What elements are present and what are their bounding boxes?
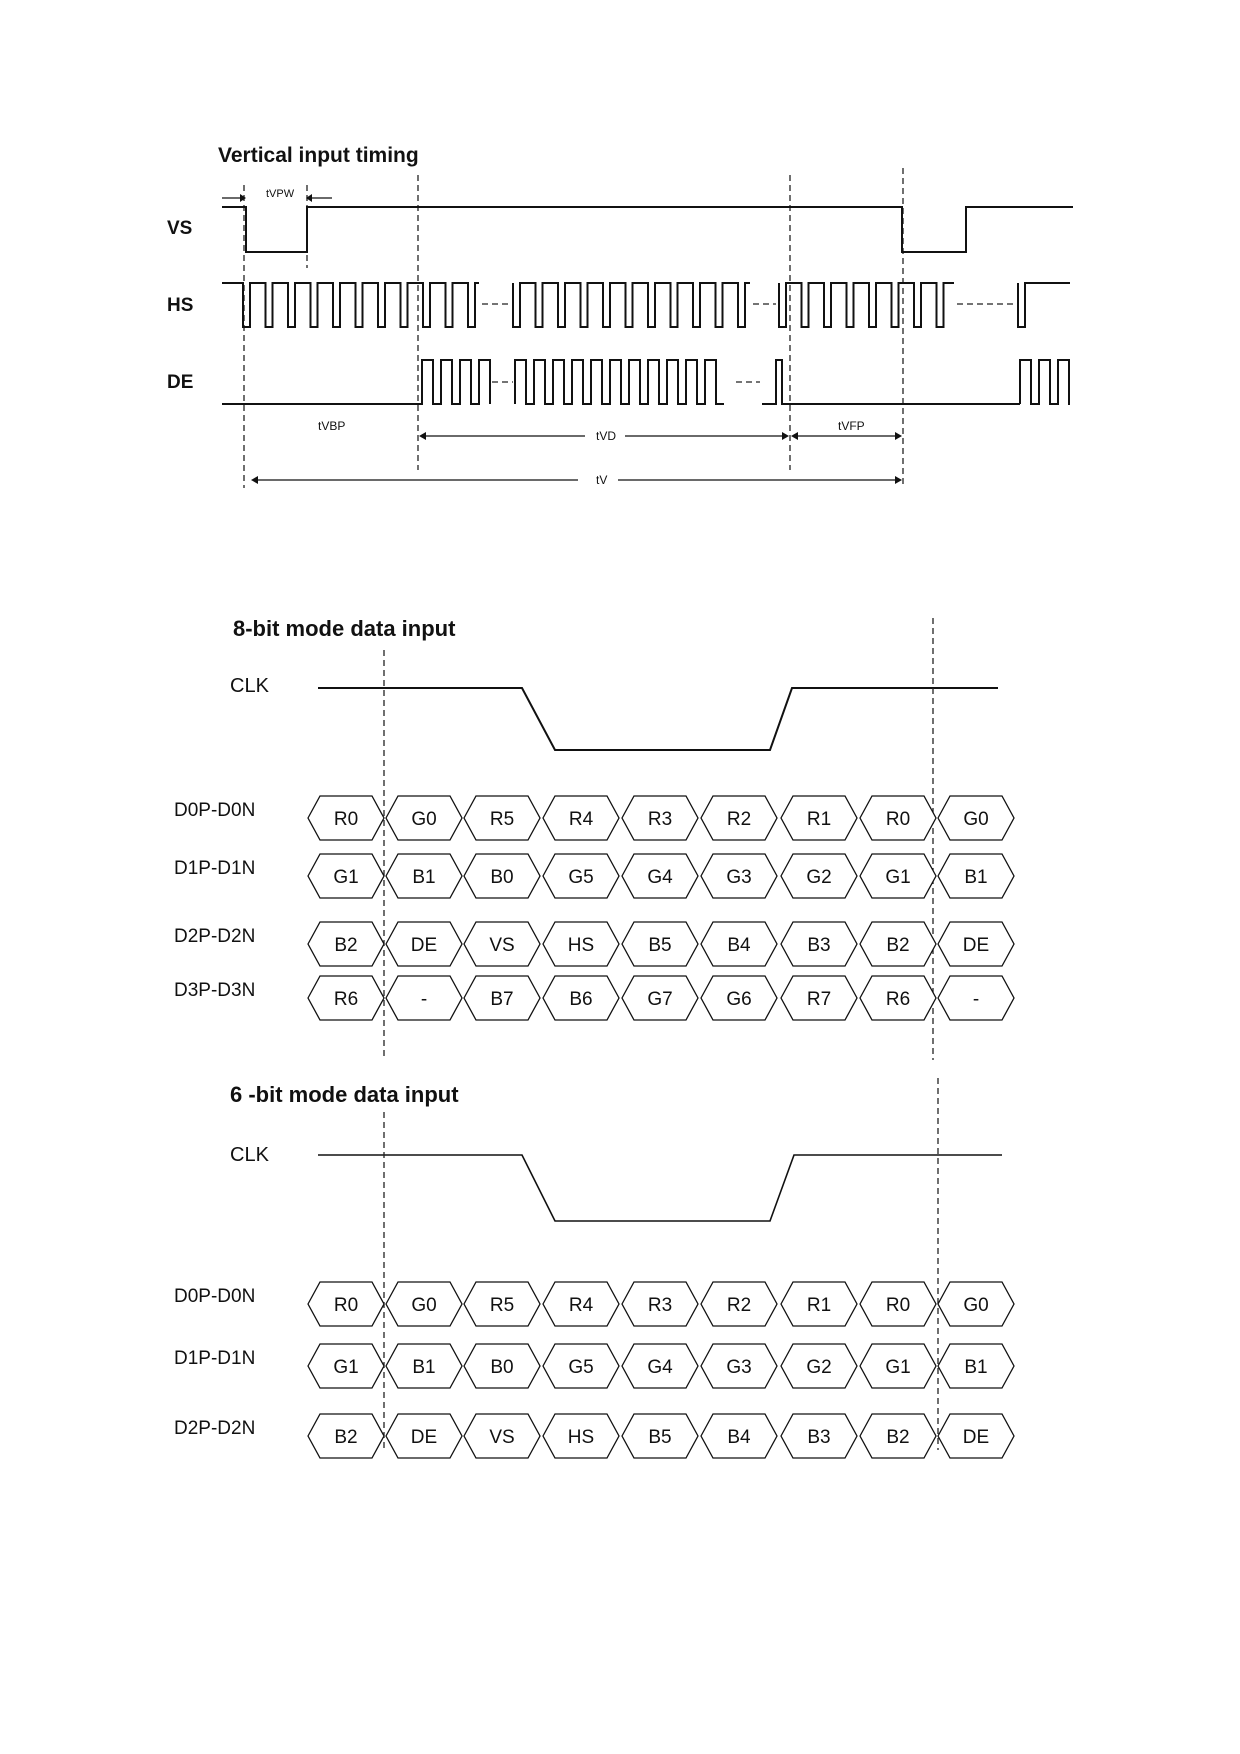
mode8-bus-cell-label: VS — [489, 935, 515, 956]
mode8-lane-label: D0P-D0N — [174, 800, 256, 821]
mode6-lane-label: D0P-D0N — [174, 1286, 256, 1307]
mode6-lanes — [174, 1282, 1014, 1458]
mode6-bus-cell-label: B1 — [964, 1357, 988, 1378]
mode8-bus-cell-label: R1 — [806, 809, 832, 830]
mode6-bus-cell-label: G5 — [568, 1357, 594, 1378]
mode8-bus-cell-label: HS — [567, 935, 595, 956]
de-waveform — [222, 360, 1070, 404]
mode8-bus-cell-label: G3 — [726, 867, 752, 888]
mode8-bus-cell-label: G0 — [963, 809, 989, 830]
mode6-bus-cell-label: B4 — [727, 1427, 751, 1448]
mode8-bus-cell-label: R5 — [489, 809, 515, 830]
mode6-bus-cell-label: R2 — [726, 1295, 752, 1316]
mode8-bus-cell-label: B5 — [648, 935, 672, 956]
mode8-bus-cell-label: R2 — [726, 809, 752, 830]
mode6-bus-cell-label: G1 — [333, 1357, 359, 1378]
mode6-lane-label: D1P-D1N — [174, 1348, 256, 1369]
mode8-bus-cell-label: B2 — [886, 935, 910, 956]
mode6-bus-cell-label: R0 — [333, 1295, 359, 1316]
mode8-bus-cell-label: G1 — [885, 867, 911, 888]
hs-waveform — [222, 283, 1070, 327]
mode6-bus-cell-label: B5 — [648, 1427, 672, 1448]
mode6-bus-cell-label: R5 — [489, 1295, 515, 1316]
mode8-bus-cell-label: B1 — [964, 867, 988, 888]
mode8-clk-waveform — [318, 688, 998, 750]
mode8-lane-label: D1P-D1N — [174, 858, 256, 879]
vertical-timing-title: Vertical input timing — [218, 144, 419, 167]
mode8-bus-cell-label: - — [972, 989, 980, 1010]
mode6-bus-cell-label: R1 — [806, 1295, 832, 1316]
mode6-bus-cell-label: R3 — [647, 1295, 673, 1316]
mode8-bus-cell-label: R7 — [806, 989, 832, 1010]
mode6-bus-cell-label: G1 — [885, 1357, 911, 1378]
de-blank-line — [762, 360, 1020, 404]
mode6-bus-cell-label: HS — [567, 1427, 595, 1448]
mode8-bus-cell-label: B3 — [807, 935, 831, 956]
mode6-bus-cell-label: B1 — [412, 1357, 436, 1378]
mode8-title: 8-bit mode data input — [233, 616, 456, 641]
mode8-bus-cell-label: - — [420, 989, 428, 1010]
mode8-bus-cell-label: G6 — [726, 989, 752, 1010]
vertical-timing-diagram — [167, 144, 1073, 488]
mode8-bus-cell-label: G5 — [568, 867, 594, 888]
mode8-bus-cell-label: R6 — [333, 989, 359, 1010]
mode8-bus-cell-label: B7 — [490, 989, 514, 1010]
tvd-label: tVD — [596, 429, 617, 443]
mode8-lane-label: D2P-D2N — [174, 926, 256, 947]
mode8-clk-label: CLK — [230, 675, 269, 697]
tvfp-label: tVFP — [838, 419, 865, 433]
mode6-bus-cell-label: B2 — [334, 1427, 358, 1448]
mode8-bus-cell-label: R0 — [333, 809, 359, 830]
hs-pulse-train — [222, 283, 1070, 327]
mode8-bus-cell-label: G4 — [647, 867, 673, 888]
mode6-diagram — [174, 1078, 1014, 1458]
vs-label: VS — [167, 218, 193, 239]
mode8-bus-cell-label: R3 — [647, 809, 673, 830]
vs-waveform — [222, 207, 1073, 252]
mode6-bus-cell-label: B2 — [886, 1427, 910, 1448]
mode6-bus-cell-label: G0 — [411, 1295, 437, 1316]
mode8-lanes — [174, 796, 1014, 1020]
mode6-clk-waveform — [318, 1155, 1002, 1221]
mode6-bus-cell-label: G3 — [726, 1357, 752, 1378]
mode8-bus-cell-label: G1 — [333, 867, 359, 888]
mode6-bus-cell-label: R4 — [568, 1295, 594, 1316]
mode8-bus-cell-label: DE — [410, 935, 438, 956]
mode6-bus-cell-label: B0 — [490, 1357, 514, 1378]
mode8-diagram — [174, 616, 1014, 1060]
mode6-clk-label: CLK — [230, 1144, 269, 1166]
mode8-bus-cell-label: R4 — [568, 809, 594, 830]
tv-label: tV — [596, 473, 608, 487]
mode8-bus-cell-label: G0 — [411, 809, 437, 830]
mode8-bus-cell-label: B1 — [412, 867, 436, 888]
mode8-bus-cell-label: R6 — [885, 989, 911, 1010]
tvbp-label: tVBP — [318, 419, 346, 433]
mode6-bus-cell-label: G0 — [963, 1295, 989, 1316]
mode6-bus-cell-label: B3 — [807, 1427, 831, 1448]
mode6-bus-cell-label: G2 — [806, 1357, 832, 1378]
mode8-bus-cell-label: G7 — [647, 989, 673, 1010]
mode6-bus-cell-label: VS — [489, 1427, 515, 1448]
mode8-bus-cell-label: B4 — [727, 935, 751, 956]
mode6-title: 6 -bit mode data input — [230, 1082, 459, 1107]
hs-label: HS — [167, 295, 194, 316]
de-pulse-train — [222, 360, 1070, 404]
mode6-bus-cell-label: G4 — [647, 1357, 673, 1378]
tvpw-label: tVPW — [266, 188, 295, 200]
de-label: DE — [167, 372, 194, 393]
mode8-bus-cell-label: R0 — [885, 809, 911, 830]
mode6-bus-cell-label: DE — [410, 1427, 438, 1448]
mode6-bus-cell-label: R0 — [885, 1295, 911, 1316]
mode8-bus-cell-label: G2 — [806, 867, 832, 888]
mode8-bus-cell-label: B2 — [334, 935, 358, 956]
mode8-bus-cell-label: B0 — [490, 867, 514, 888]
mode6-bus-cell-label: DE — [962, 1427, 990, 1448]
mode8-lane-label: D3P-D3N — [174, 980, 256, 1001]
mode8-bus-cell-label: DE — [962, 935, 990, 956]
mode8-bus-cell-label: B6 — [569, 989, 593, 1010]
mode6-lane-label: D2P-D2N — [174, 1418, 256, 1439]
